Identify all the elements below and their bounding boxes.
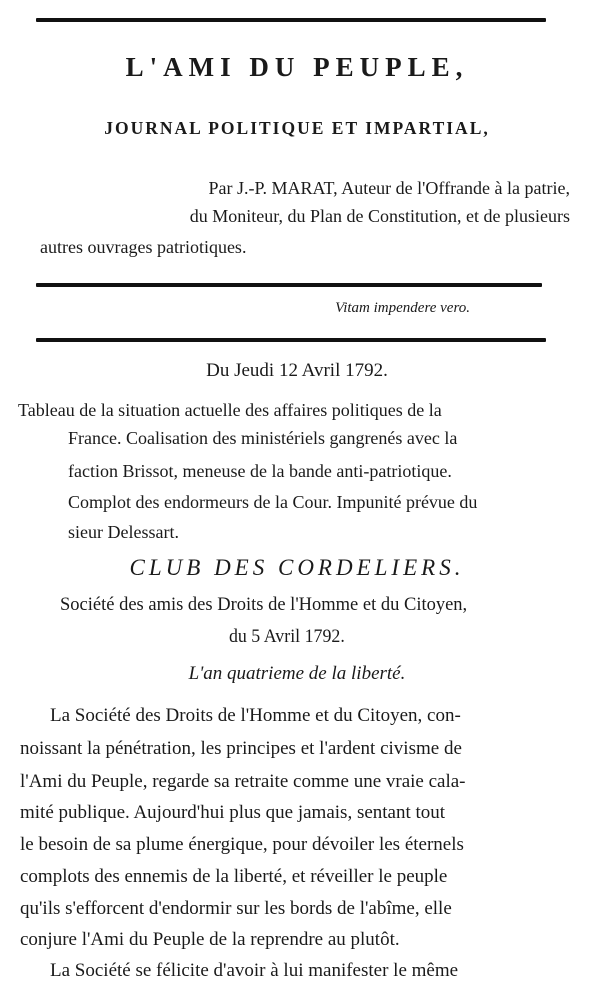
masthead-subtitle: JOURNAL POLITIQUE ET IMPARTIAL, <box>104 118 490 138</box>
top-rule <box>36 18 546 22</box>
body-line-6: complots des ennemis de la liberté, et réveiller le peuple <box>20 866 448 887</box>
summary-line-2: France. Coalisation des ministériels gangrenés avec la <box>68 428 458 448</box>
rule-above-motto <box>36 283 542 287</box>
body-line-2: noissant la pénétration, les principes et l'ardent civisme de <box>20 738 462 759</box>
society-line-1: Société des amis des Droits de l'Homme et du Citoyen, <box>60 595 468 615</box>
body-line-3: l'Ami du Peuple, regarde sa retraite comme une vraie cala- <box>20 771 466 792</box>
summary-line-5: sieur Delessart. <box>68 522 179 542</box>
summary-line-1: Tableau de la situation actuelle des affaires politiques de la <box>18 400 442 420</box>
body-line-5: le besoin de sa plume énergique, pour dévoiler les éternels <box>20 834 464 855</box>
byline-line-1: Par J.-P. MARAT, Auteur de l'Offrande à la patrie, <box>208 178 570 198</box>
body-line-4: mité publique. Aujourd'hui plus que jamais, sentant tout <box>20 802 446 823</box>
byline-line-2: du Moniteur, du Plan de Constitution, et de plusieurs <box>189 206 570 226</box>
body-line-8: conjure l'Ami du Peuple de la reprendre au plutôt. <box>20 929 400 950</box>
summary-line-4: Complot des endormeurs de la Cour. Impunité prévue du <box>68 492 478 512</box>
issue-date: Du Jeudi 12 Avril 1792. <box>206 360 388 381</box>
body-line-1: La Société des Droits de l'Homme et du Citoyen, con- <box>50 705 461 726</box>
rule-below-motto <box>36 338 546 342</box>
motto: Vitam impendere vero. <box>335 300 470 316</box>
summary-line-3: faction Brissot, meneuse de la bande anti-patriotique. <box>68 461 452 481</box>
byline-line-3: autres ouvrages patriotiques. <box>40 237 247 257</box>
body-line-7: qu'ils s'efforcent d'endormir sur les bords de l'abîme, elle <box>20 898 452 919</box>
society-line-2: du 5 Avril 1792. <box>228 627 345 647</box>
body-line-9: La Société se félicite d'avoir à lui manifester le même <box>50 960 459 981</box>
club-heading: CLUB DES CORDELIERS. <box>129 555 465 580</box>
masthead-title: L'AMI DU PEUPLE, <box>125 52 469 82</box>
year-of-liberty: L'an quatrieme de la liberté. <box>188 663 406 684</box>
